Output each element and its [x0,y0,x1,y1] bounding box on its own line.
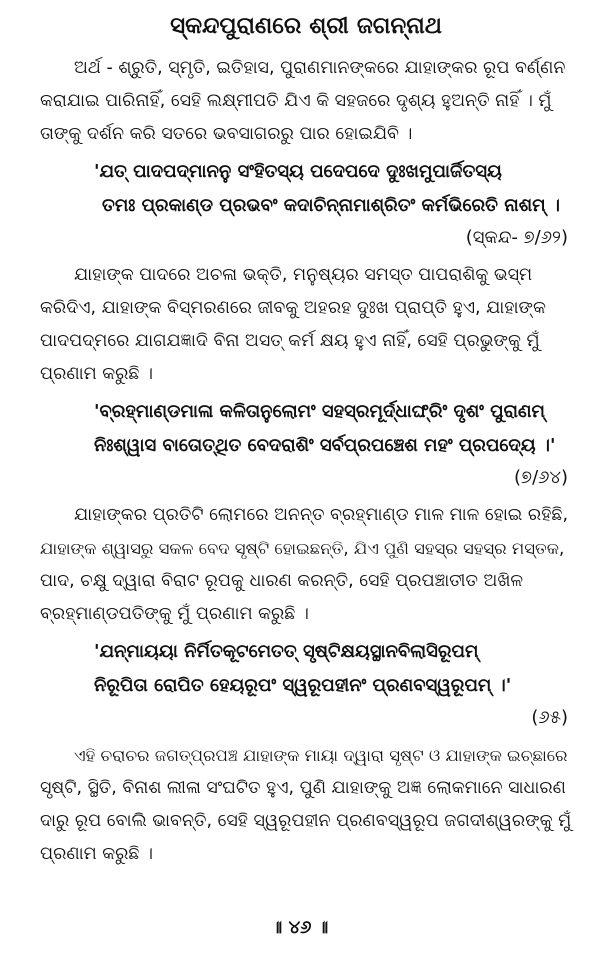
verse-line: ତମଃ ପ୍ରକାଣ୍ଡ ପ୍ରଭବଂ କଦାଚିନ୍ନାମାଶ୍ରିତଂ କର୍ମଭିରେତି ନାଶମ୍ । [102,195,560,216]
paragraph-line: ଏହି ଚରାଚର ଜଗତ୍‌ପ୍ରପଞ୍ଚ ଯାହାଙ୍କ ମାୟା ଦ୍ୱାରା ସୃଷ୍ଟ ଓ ଯାହାଙ୍କ ଇଚ୍ଛାରେ [74,746,568,765]
paragraph-4 [40,739,572,871]
paragraph-2 [40,259,572,391]
paragraph-line: ଦାରୁ ରୂପ ବୋଲି ଭାବନ୍ତି, ସେହି ସ୍ୱରୂପହୀନ ପ୍ରଣବସ୍ୱରୂପ ଜଗଦୀଶ୍ୱରଙ୍କୁ ମୁଁ [40,811,572,831]
verse-3 [40,635,572,703]
paragraph-line: ଯାହାଙ୍କର ପ୍ରତିଟି ଲୋମରେ ଅନନ୍ତ ବ୍ରହ୍ମାଣ୍ଡ ମାଳ ମାଳ ହୋଇ ରହିଛି, [74,505,569,525]
paragraph-line: ସୃଷ୍ଟି, ସ୍ଥିତି, ବିନାଶ ଲୀଳା ସଂଘଟିତ ହୁଏ, ପୁଣି ଯାହାଙ୍କୁ ଅଜ୍ଞ ଲୋକମାନେ ସାଧାରଣ [40,778,566,798]
paragraph-line: ପାଦ, ଚକ୍ଷୁ ଦ୍ୱାରା ବିରାଟ ରୂପକୁ ଧାରଣ କରନ୍ତି, ସେହି ପ୍ରପଞ୍ଚାତୀତ ଅଖିଳ [40,571,524,591]
paragraph-line: ତାଙ୍କୁ ଦର୍ଶନ କରି ସତରେ ଭବସାଗରରୁ ପାର ହୋଇଯିବି । [40,124,413,144]
paragraph-line: ଯାହାଙ୍କ ଶ୍ୱାସରୁ ସକଳ ବେଦ ସୃଷ୍ଟି ହୋଇଛନ୍ତି, ଯିଏ ପୁଣି ସହସ୍ର ସହସ୍ର ମସ୍ତକ, [40,539,565,558]
paragraph-line: ଯାହାଙ୍କ ପାଦରେ ଅଚଳା ଭକ୍ତି, ମନୁଷ୍ୟର ସମସ୍ତ ପାପରାଶିକୁ ଭସ୍ମ [74,265,533,285]
page-title: ସ୍କନ୍ଦପୁରାଣରେ ଶ୍ରୀ ଜଗନ୍ନାଥ [170,13,442,39]
verse-line: ନିଃଶ୍ୱାସ ବାତୋତ୍‌ଥିତ ବେଦରାଶିଂ ସର୍ବପ୍ରପଞ୍ଚେଶ ମହଂ ପ୍ରପଦ୍ୟେ ।' [94,435,556,456]
paragraph-line: କରାଯାଇ ପାରିନାହିଁ, ସେହି ଲକ୍ଷ୍ମୀପତି ଯିଏ କି ସହଜରେ ଦୃଶ୍ୟ ହୁଅନ୍ତି ନାହିଁ । ମୁଁ [40,91,552,111]
paragraph-line: ପ୍ରଣାମ କରୁଛି । [40,844,153,864]
page-number: ॥ ୪୬ ॥ [271,917,329,938]
paragraph-line: ଅର୍ଥ - ଶ୍ରୁତି, ସ୍ମୃତି, ଇତିହାସ, ପୁରାଣମାନଙ୍କରେ ଯାହାଙ୍କର ରୂପ ବର୍ଣ୍ଣନ [74,58,566,78]
paragraph-line: ପ୍ରଣାମ କରୁଛି । [40,364,153,384]
paragraph-line: ବ୍ରହ୍ମାଣ୍ଡପତିଙ୍କୁ ମୁଁ ପ୍ରଣାମ କରୁଛି । [40,604,309,624]
verse-line: ନିରୂପିତା ରୋପିତ ହେୟରୂପଂ ସ୍ୱରୂପହୀନଂ ପ୍ରଣବସ୍ୱରୂପମ୍ ।' [94,675,512,696]
verse-2 [40,395,572,463]
paragraph-line: ପାଦପଦ୍ମରେ ଯାଗଯଜ୍ଞାଦି ବିନା ଅସତ୍ କର୍ମ କ୍ଷୟ ହୁଏ ନାହିଁ, ସେହି ପ୍ରଭୁଙ୍କୁ ମୁଁ [40,331,540,351]
paragraph-3 [40,499,572,631]
verse-1 [40,155,572,223]
verse-line: 'ବ୍ରହ୍ମାଣ୍ଡମାଳା କଳିତାନୁଲୋମଂ ସହସ୍ରମୂର୍ଦ୍ଧାଙ୍ଘ୍ରିଂ ଦୃଶଂ ପୁରାଣମ୍ [94,401,545,422]
verse-line: 'ଯତ୍ ପାଦପଦ୍ମାନନୁ ସଂହିତସ୍ୟ ପଦେପଦେ ଦୁଃଖମୁପାର୍ଜିତସ୍ୟ [94,161,502,182]
paragraph-line: କରିଦିଏ, ଯାହାଙ୍କ ବିସ୍ମରଣରେ ଜୀବକୁ ଅହରହ ଦୁଃଖ ପ୍ରାପ୍ତି ହୁଏ, ଯାହାଙ୍କ [40,298,546,318]
verse-line: 'ଯନ୍ମାୟୟା ନିର୍ମିତକୂଟମେତତ୍ ସୃଷ୍ଟିକ୍ଷୟସ୍ଥାନବିଲାସିରୂପମ୍ [94,641,479,662]
paragraph-1 [40,52,572,151]
verse-reference: (୭/୬୪) [514,467,568,488]
verse-reference: (୬୫) [531,707,568,728]
verse-reference: (ସ୍କନ୍ଦ- ୭/୬୨) [465,227,568,248]
